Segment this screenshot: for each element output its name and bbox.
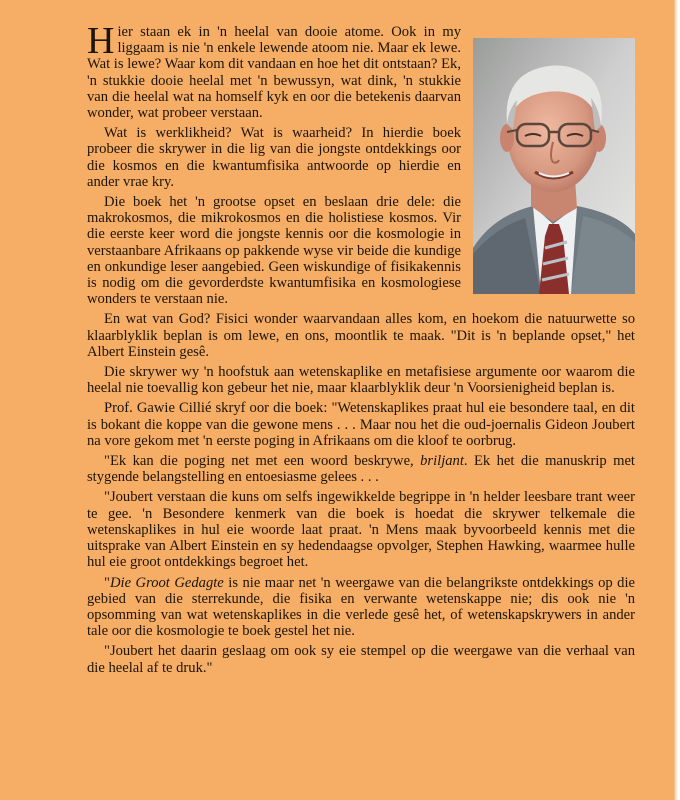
paragraph-1-text: ier staan ek in 'n heelal van dooie atome. Ook in my liggaam is nie 'n enkele lewende atoom nie. Maar ek lewe. Wat is lewe? Waar kom dit vandaan en hoe het dit ontstaan? Ek, 'n stukkie dooie heelal met 'n bewussyn, wat dink, 'n stukkie van die heelal wat na homself kyk en oor die betekenis daarvan wonder, wat probeer verstaan. xyxy=(87,24,461,122)
blurb-text xyxy=(87,20,635,680)
paragraph-2: Wat is werklikheid? Wat is waarheid? In hierdie boek probeer die skrywer in die lig van die jongste ontdekkings oor die kosmos en die kwantumfisika antwoorde op hierdie en ander vrae kry. xyxy=(87,125,461,190)
paragraph-4: En wat van God? Fisici wonder waarvandaan alles kom, en hoekom die natuurwette so klaarblyklik beplan is om lewe, en ons, moontlik te maak. "Dit is 'n beplande opset," het Albert Einstein gesê. xyxy=(87,311,635,360)
paragraph-10: "Joubert het daarin geslaag om ook sy eie stempel op die weergawe van die verhaal van die heelal af te druk." xyxy=(87,643,635,676)
drop-cap: H xyxy=(87,20,115,62)
paragraph-9 xyxy=(87,575,635,640)
paragraph-5: Die skrywer wy 'n hoofstuk aan wetenskaplike en metafisiese argumente oor waarom die heelal nie toevallig kon gebeur het nie, maar klaarblyklik deur 'n Voorsienigheid beplan is. xyxy=(87,364,635,397)
paragraph-7-tail: . Ek het die manuskrip met stygende belangstelling en entoesiasme gelees . . . xyxy=(87,453,635,486)
cover-edge xyxy=(673,0,680,800)
paragraph-9-tail: is nie maar net 'n weergawe van die belangrikste ontdekkings op die gebied van die sterrekunde, die fisika en verwante wetenskappe nie; dis ook nie 'n opsomming van wat wetenskaplikes in die verlede gesê het, of wetenskapskrywers in ander tale oor die kosmologie te boek gestel het nie. xyxy=(87,574,635,640)
paragraph-7-emphasis: briljant xyxy=(420,453,464,470)
book-title-emphasis: Die Groot Gedagte xyxy=(109,574,224,591)
paragraph-6: Prof. Gawie Cillié skryf oor die boek: "Wetenskaplikes praat hul eie besondere taal, en dit is bokant die koppe van die gewone mens . . . Maar nou het die oud-joernalis Gideon Joubert na vore gekom met 'n eerste poging in Afrikaans om die kloof te oorbrug. xyxy=(87,400,635,449)
author-portrait xyxy=(473,38,635,294)
paragraph-3: Die boek het 'n grootse opset en beslaan drie dele: die makrokosmos, die mikrokosmos en die holistiese kosmos. Vir die eerste keer word die jongste kennis oor die kosmologie in verstaanbare Afrikaans op pakkende wyse vir beide die kundige en onkundige leser aangebied. Geen wiskundige of fisikakennis is nodig om die gevorderdste kwantumfisika en kosmologiese wonders te verstaan nie. xyxy=(87,194,461,308)
paragraph-7 xyxy=(87,453,635,485)
paragraph-9-lead: " xyxy=(104,574,110,591)
paragraph-8: "Joubert verstaan die kuns om selfs ingewikkelde begrippe in 'n helder leesbare trant weer te gee. 'n Besondere kenmerk van die boek is hoedat die skrywer telkemale die wetenskaplikes in hul eie woorde laat praat. 'n Mens maak byvoorbeeld kennis met die uitsprake van Albert Einstein en sy hedendaagse opvolger, Stephen Hawking, waarmee hulle hul eie groot ontdekkings begroet het. xyxy=(87,489,635,571)
paragraph-7-lead: "Ek kan die poging net met een woord beskrywe, xyxy=(104,453,421,470)
